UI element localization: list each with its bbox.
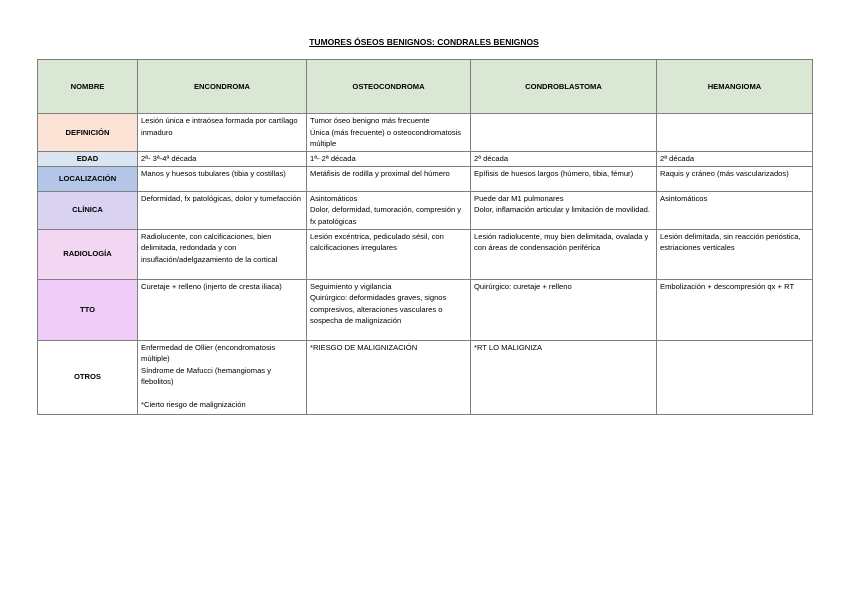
header-row <box>38 60 813 114</box>
cell-hemangioma <box>657 191 813 229</box>
row-label: CLÍNICA <box>38 191 138 229</box>
cell-line: Síndrome de Mafucci (hemangiomas y flebolitos) <box>141 365 274 386</box>
row-edad <box>38 152 813 167</box>
header-condroblastoma: CONDROBLASTOMA <box>471 60 657 114</box>
cell-line: 2ª década <box>474 154 509 163</box>
cell-line: Seguimiento y vigilancia <box>310 281 392 291</box>
cell-hemangioma <box>657 340 813 414</box>
cell-line: *Cierto riesgo de malignización <box>141 400 246 409</box>
cell-line: *RT LO MALIGNIZA <box>474 342 543 352</box>
cell-line: *RIESGO DE MALIGNIZACIÓN <box>310 342 418 352</box>
row-label: RADIOLOGÍA <box>38 229 138 279</box>
cell-osteocondroma <box>307 229 471 279</box>
header-osteocondroma: OSTEOCONDROMA <box>307 60 471 114</box>
cell-line: Radiolucente, con calcificaciones, bien delimitada, redondada y con insuflación/adelgazamiento de la cortical <box>141 231 278 264</box>
cell-osteocondroma <box>307 114 471 152</box>
cell-line: Metáfisis de rodilla y proximal del húmero <box>310 168 450 178</box>
cell-osteocondroma <box>307 340 471 414</box>
cell-line: Quirúrgico: curetaje + relleno <box>474 281 572 291</box>
cell-hemangioma <box>657 229 813 279</box>
cell-line: Quirúrgico: deformidades graves, signos compresivos, alteraciones vasculares o sospecha de malignización <box>310 293 449 325</box>
header-nombre: NOMBRE <box>38 60 138 114</box>
cell-line: Dolor, deformidad, tumoración, compresión y fx patológicas <box>310 205 464 226</box>
cell-line: Raquis y cráneo (más vascularizados) <box>660 168 789 178</box>
cell-hemangioma <box>657 114 813 152</box>
cell-encondroma <box>138 166 307 191</box>
document-title: TUMORES ÓSEOS BENIGNOS: CONDRALES BENIGNOS <box>309 37 539 47</box>
cell-line: Enfermedad de Ollier (encondromatosis múltiple) <box>141 342 278 363</box>
cell-hemangioma <box>657 152 813 167</box>
cell-line: 2ª década <box>660 154 695 163</box>
cell-condroblastoma <box>471 340 657 414</box>
cell-line: Asintomáticos <box>660 193 708 203</box>
row-definicion <box>38 114 813 152</box>
cell-condroblastoma <box>471 166 657 191</box>
cell-encondroma <box>138 279 307 340</box>
cell-hemangioma <box>657 166 813 191</box>
header-hemangioma: HEMANGIOMA <box>657 60 813 114</box>
cell-osteocondroma <box>307 191 471 229</box>
cell-line: Lesión delimitada, sin reacción perióstica, estriaciones verticales <box>660 231 803 252</box>
cell-line: Curetaje + relleno (injerto de cresta iliaca) <box>141 281 282 291</box>
row-label: TTO <box>38 279 138 340</box>
cell-osteocondroma <box>307 166 471 191</box>
row-localizacion <box>38 166 813 191</box>
cell-line: Tumor óseo benigno más frecuente <box>310 116 430 125</box>
row-radiologia <box>38 229 813 279</box>
cell-encondroma <box>138 191 307 229</box>
cell-line: Lesión única e intraósea formada por cartílago inmaduro <box>141 116 300 137</box>
cell-encondroma <box>138 114 307 152</box>
cell-line: 2ª- 3ª-4ª década <box>141 154 197 163</box>
cell-line: Asintomáticos <box>310 193 358 203</box>
cell-condroblastoma <box>471 191 657 229</box>
cell-encondroma <box>138 152 307 167</box>
header-encondroma: ENCONDROMA <box>138 60 307 114</box>
row-label: LOCALIZACIÓN <box>38 166 138 191</box>
cell-hemangioma <box>657 279 813 340</box>
tumors-table <box>37 59 813 415</box>
cell-line: Deformidad, fx patológicas, dolor y tumefacción <box>141 193 301 203</box>
cell-osteocondroma <box>307 152 471 167</box>
cell-osteocondroma <box>307 279 471 340</box>
cell-line <box>141 388 303 400</box>
row-clinica <box>38 191 813 229</box>
cell-condroblastoma <box>471 229 657 279</box>
cell-line: Dolor, inflamación articular y limitación de movilidad. <box>474 205 650 214</box>
cell-line: Puede dar M1 pulmonares <box>474 193 564 203</box>
cell-line: Lesión excéntrica, pediculado sésil, con calcificaciones irregulares <box>310 231 446 252</box>
cell-line: Embolización + descompresión qx + RT <box>660 281 795 291</box>
cell-line: Única (más frecuente) o osteocondromatosis múltiple <box>310 127 464 148</box>
cell-encondroma <box>138 229 307 279</box>
row-tto <box>38 279 813 340</box>
cell-line: Manos y huesos tubulares (tibia y costillas) <box>141 168 286 178</box>
cell-encondroma <box>138 340 307 414</box>
cell-condroblastoma <box>471 152 657 167</box>
cell-line: Epífisis de huesos largos (húmero, tibia, fémur) <box>474 168 634 178</box>
cell-condroblastoma <box>471 114 657 152</box>
row-label: OTROS <box>38 340 138 414</box>
row-label: EDAD <box>38 152 138 167</box>
row-otros <box>38 340 813 414</box>
cell-line: 1ª- 2ª década <box>310 154 356 163</box>
cell-condroblastoma <box>471 279 657 340</box>
row-label: DEFINICIÓN <box>38 114 138 152</box>
cell-line: Lesión radiolucente, muy bien delimitada, ovalada y con áreas de condensación periférica <box>474 231 651 252</box>
